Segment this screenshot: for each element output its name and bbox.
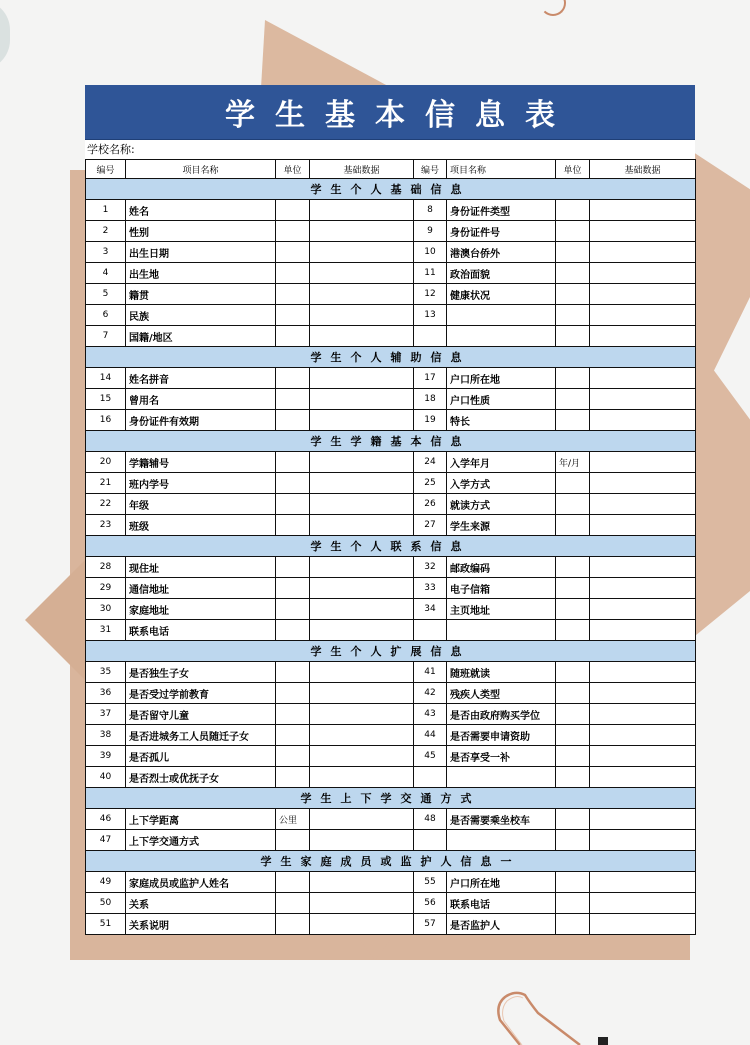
item-number: 48 bbox=[414, 809, 447, 830]
item-number: 40 bbox=[86, 767, 126, 788]
item-name: 是否监护人 bbox=[447, 914, 556, 935]
item-name: 民族 bbox=[126, 305, 276, 326]
item-number: 25 bbox=[414, 473, 447, 494]
item-name: 籍贯 bbox=[126, 284, 276, 305]
item-name: 户口所在地 bbox=[447, 368, 556, 389]
table-row bbox=[86, 221, 696, 242]
unit-cell[interactable] bbox=[276, 725, 310, 746]
table-row bbox=[86, 893, 696, 914]
section-title: 学生上下学交通方式 bbox=[86, 788, 696, 809]
table-row bbox=[86, 515, 696, 536]
table-row bbox=[86, 452, 696, 473]
unit-cell[interactable] bbox=[276, 389, 310, 410]
item-name: 特长 bbox=[447, 410, 556, 431]
item-name: 家庭成员或监护人姓名 bbox=[126, 872, 276, 893]
table-row bbox=[86, 746, 696, 767]
unit-cell[interactable] bbox=[556, 326, 590, 347]
section-header bbox=[86, 536, 696, 557]
base-data-cell[interactable] bbox=[310, 809, 414, 830]
item-name: 入学年月 bbox=[447, 452, 556, 473]
base-data-cell[interactable] bbox=[310, 473, 414, 494]
item-name: 身份证件号 bbox=[447, 221, 556, 242]
item-name: 联系电话 bbox=[126, 620, 276, 641]
item-number bbox=[414, 326, 447, 347]
base-data-cell[interactable] bbox=[310, 242, 414, 263]
base-data-cell[interactable] bbox=[590, 830, 696, 851]
table-row bbox=[86, 410, 696, 431]
base-data-cell[interactable] bbox=[310, 200, 414, 221]
unit-cell[interactable] bbox=[276, 578, 310, 599]
base-data-cell[interactable] bbox=[590, 452, 696, 473]
unit-cell[interactable] bbox=[556, 830, 590, 851]
base-data-cell[interactable] bbox=[590, 704, 696, 725]
base-data-cell[interactable] bbox=[590, 620, 696, 641]
table-row bbox=[86, 704, 696, 725]
item-number: 2 bbox=[86, 221, 126, 242]
base-data-cell[interactable] bbox=[590, 767, 696, 788]
unit-cell[interactable] bbox=[556, 704, 590, 725]
binder-clip-icon bbox=[490, 985, 610, 1045]
section-header bbox=[86, 788, 696, 809]
item-number: 20 bbox=[86, 452, 126, 473]
base-data-cell[interactable] bbox=[310, 494, 414, 515]
table-row bbox=[86, 809, 696, 830]
item-name: 姓名 bbox=[126, 200, 276, 221]
unit-cell[interactable] bbox=[276, 452, 310, 473]
base-data-cell[interactable] bbox=[590, 725, 696, 746]
item-number bbox=[414, 767, 447, 788]
base-data-cell[interactable] bbox=[310, 578, 414, 599]
item-name: 政治面貌 bbox=[447, 263, 556, 284]
table-row bbox=[86, 494, 696, 515]
table-row bbox=[86, 620, 696, 641]
item-number: 42 bbox=[414, 683, 447, 704]
base-data-cell[interactable] bbox=[590, 263, 696, 284]
col-header-no: 编号 bbox=[86, 160, 126, 179]
item-number: 33 bbox=[414, 578, 447, 599]
unit-cell[interactable] bbox=[556, 389, 590, 410]
item-number: 43 bbox=[414, 704, 447, 725]
section-header bbox=[86, 431, 696, 452]
unit-cell[interactable] bbox=[556, 368, 590, 389]
item-name: 随班就读 bbox=[447, 662, 556, 683]
unit-cell[interactable] bbox=[556, 494, 590, 515]
envelope-right-decoration bbox=[690, 150, 750, 640]
col-header-base-data: 基础数据 bbox=[310, 160, 414, 179]
item-name: 电子信箱 bbox=[447, 578, 556, 599]
section-title: 学生个人联系信息 bbox=[86, 536, 696, 557]
unit-cell[interactable] bbox=[556, 767, 590, 788]
item-name bbox=[447, 326, 556, 347]
base-data-cell[interactable] bbox=[310, 620, 414, 641]
table-row bbox=[86, 326, 696, 347]
item-name: 入学方式 bbox=[447, 473, 556, 494]
base-data-cell[interactable] bbox=[310, 284, 414, 305]
item-number: 12 bbox=[414, 284, 447, 305]
base-data-cell[interactable] bbox=[310, 767, 414, 788]
section-header bbox=[86, 179, 696, 200]
unit-cell[interactable]: 公里 bbox=[276, 809, 310, 830]
col-header-unit: 单位 bbox=[276, 160, 310, 179]
item-name: 身份证件有效期 bbox=[126, 410, 276, 431]
item-name: 性别 bbox=[126, 221, 276, 242]
section-header bbox=[86, 347, 696, 368]
item-number: 56 bbox=[414, 893, 447, 914]
unit-cell[interactable] bbox=[556, 683, 590, 704]
title-bar bbox=[85, 85, 695, 140]
base-data-cell[interactable] bbox=[310, 221, 414, 242]
unit-cell[interactable] bbox=[556, 746, 590, 767]
table-row bbox=[86, 830, 696, 851]
table-row bbox=[86, 557, 696, 578]
table-row bbox=[86, 599, 696, 620]
item-number: 15 bbox=[86, 389, 126, 410]
unit-cell[interactable] bbox=[276, 746, 310, 767]
unit-cell[interactable] bbox=[276, 830, 310, 851]
item-name: 身份证件类型 bbox=[447, 200, 556, 221]
table-row bbox=[86, 473, 696, 494]
section-title: 学生学籍基本信息 bbox=[86, 431, 696, 452]
base-data-cell[interactable] bbox=[590, 914, 696, 935]
plant-leaf-decoration bbox=[0, 0, 10, 70]
base-data-cell[interactable] bbox=[590, 221, 696, 242]
base-data-cell[interactable] bbox=[590, 893, 696, 914]
item-number: 22 bbox=[86, 494, 126, 515]
item-number: 57 bbox=[414, 914, 447, 935]
base-data-cell[interactable] bbox=[590, 473, 696, 494]
base-data-cell[interactable] bbox=[310, 872, 414, 893]
item-name: 主页地址 bbox=[447, 599, 556, 620]
item-number: 14 bbox=[86, 368, 126, 389]
unit-cell[interactable] bbox=[556, 557, 590, 578]
base-data-cell[interactable] bbox=[310, 368, 414, 389]
unit-cell[interactable] bbox=[276, 599, 310, 620]
item-name: 港澳台侨外 bbox=[447, 242, 556, 263]
base-data-cell[interactable] bbox=[310, 830, 414, 851]
base-data-cell[interactable] bbox=[310, 326, 414, 347]
unit-cell[interactable] bbox=[276, 242, 310, 263]
item-name: 关系说明 bbox=[126, 914, 276, 935]
unit-cell[interactable] bbox=[276, 200, 310, 221]
item-name: 就读方式 bbox=[447, 494, 556, 515]
base-data-cell[interactable] bbox=[310, 662, 414, 683]
item-name: 户口性质 bbox=[447, 389, 556, 410]
unit-cell[interactable] bbox=[276, 662, 310, 683]
unit-cell[interactable] bbox=[556, 599, 590, 620]
item-name: 健康状况 bbox=[447, 284, 556, 305]
table-row bbox=[86, 305, 696, 326]
unit-cell[interactable] bbox=[276, 914, 310, 935]
base-data-cell[interactable] bbox=[590, 578, 696, 599]
base-data-cell[interactable] bbox=[310, 515, 414, 536]
unit-cell[interactable] bbox=[556, 242, 590, 263]
base-data-cell[interactable] bbox=[590, 872, 696, 893]
base-data-cell[interactable] bbox=[310, 452, 414, 473]
item-number: 18 bbox=[414, 389, 447, 410]
base-data-cell[interactable] bbox=[590, 305, 696, 326]
item-name: 关系 bbox=[126, 893, 276, 914]
item-number: 41 bbox=[414, 662, 447, 683]
unit-cell[interactable] bbox=[556, 620, 590, 641]
unit-cell[interactable] bbox=[276, 305, 310, 326]
unit-cell[interactable] bbox=[276, 515, 310, 536]
item-number: 1 bbox=[86, 200, 126, 221]
section-title: 学生个人辅助信息 bbox=[86, 347, 696, 368]
unit-cell[interactable] bbox=[556, 872, 590, 893]
section-title: 学生家庭成员或监护人信息一 bbox=[86, 851, 696, 872]
item-name: 曾用名 bbox=[126, 389, 276, 410]
base-data-cell[interactable] bbox=[310, 389, 414, 410]
table-row bbox=[86, 200, 696, 221]
item-name: 通信地址 bbox=[126, 578, 276, 599]
table-row bbox=[86, 767, 696, 788]
unit-cell[interactable] bbox=[276, 473, 310, 494]
base-data-cell[interactable] bbox=[590, 662, 696, 683]
item-number: 13 bbox=[414, 305, 447, 326]
item-name bbox=[447, 620, 556, 641]
item-name: 邮政编码 bbox=[447, 557, 556, 578]
unit-cell[interactable] bbox=[556, 725, 590, 746]
unit-cell[interactable] bbox=[556, 305, 590, 326]
base-data-cell[interactable] bbox=[590, 557, 696, 578]
column-header-row bbox=[86, 160, 696, 179]
base-data-cell[interactable] bbox=[310, 914, 414, 935]
base-data-cell[interactable] bbox=[310, 725, 414, 746]
item-name: 是否享受一补 bbox=[447, 746, 556, 767]
item-name: 班内学号 bbox=[126, 473, 276, 494]
item-number: 51 bbox=[86, 914, 126, 935]
base-data-cell[interactable] bbox=[310, 410, 414, 431]
table-body bbox=[86, 179, 696, 935]
item-name: 班级 bbox=[126, 515, 276, 536]
item-number: 3 bbox=[86, 242, 126, 263]
item-number: 34 bbox=[414, 599, 447, 620]
table-row bbox=[86, 284, 696, 305]
school-name-label: 学校名称: bbox=[87, 143, 135, 156]
table-row bbox=[86, 662, 696, 683]
item-name: 出生地 bbox=[126, 263, 276, 284]
item-name bbox=[447, 830, 556, 851]
item-name: 是否孤儿 bbox=[126, 746, 276, 767]
item-number: 45 bbox=[414, 746, 447, 767]
base-data-cell[interactable] bbox=[590, 494, 696, 515]
item-number: 27 bbox=[414, 515, 447, 536]
item-number: 29 bbox=[86, 578, 126, 599]
item-number: 4 bbox=[86, 263, 126, 284]
col-header-base-data: 基础数据 bbox=[590, 160, 696, 179]
item-name: 是否独生子女 bbox=[126, 662, 276, 683]
info-table bbox=[85, 159, 696, 935]
base-data-cell[interactable] bbox=[310, 263, 414, 284]
unit-cell[interactable] bbox=[276, 221, 310, 242]
item-name: 上下学距离 bbox=[126, 809, 276, 830]
item-number: 24 bbox=[414, 452, 447, 473]
sheet-title: 学生基本信息表 bbox=[225, 98, 575, 133]
item-name: 联系电话 bbox=[447, 893, 556, 914]
table-row bbox=[86, 263, 696, 284]
unit-cell[interactable] bbox=[276, 284, 310, 305]
unit-cell[interactable] bbox=[276, 893, 310, 914]
item-number: 38 bbox=[86, 725, 126, 746]
base-data-cell[interactable] bbox=[590, 389, 696, 410]
item-name: 是否需要申请资助 bbox=[447, 725, 556, 746]
envelope-left-decoration bbox=[25, 560, 85, 680]
base-data-cell[interactable] bbox=[590, 200, 696, 221]
table-row bbox=[86, 725, 696, 746]
item-name: 是否由政府购买学位 bbox=[447, 704, 556, 725]
unit-cell[interactable] bbox=[276, 872, 310, 893]
item-number: 17 bbox=[414, 368, 447, 389]
table-row bbox=[86, 242, 696, 263]
unit-cell[interactable] bbox=[556, 284, 590, 305]
item-name: 国籍/地区 bbox=[126, 326, 276, 347]
item-number: 8 bbox=[414, 200, 447, 221]
item-name: 户口所在地 bbox=[447, 872, 556, 893]
unit-cell[interactable]: 年/月 bbox=[556, 452, 590, 473]
base-data-cell[interactable] bbox=[590, 683, 696, 704]
section-title: 学生个人基础信息 bbox=[86, 179, 696, 200]
unit-cell[interactable] bbox=[276, 263, 310, 284]
base-data-cell[interactable] bbox=[310, 746, 414, 767]
base-data-cell[interactable] bbox=[590, 599, 696, 620]
item-name: 上下学交通方式 bbox=[126, 830, 276, 851]
section-header bbox=[86, 851, 696, 872]
col-header-no: 编号 bbox=[414, 160, 447, 179]
item-name bbox=[447, 305, 556, 326]
unit-cell[interactable] bbox=[276, 557, 310, 578]
item-name: 姓名拼音 bbox=[126, 368, 276, 389]
item-number: 9 bbox=[414, 221, 447, 242]
unit-cell[interactable] bbox=[276, 494, 310, 515]
table-row bbox=[86, 683, 696, 704]
item-number: 37 bbox=[86, 704, 126, 725]
item-number: 39 bbox=[86, 746, 126, 767]
base-data-cell[interactable] bbox=[590, 284, 696, 305]
item-name: 年级 bbox=[126, 494, 276, 515]
item-number: 47 bbox=[86, 830, 126, 851]
base-data-cell[interactable] bbox=[590, 410, 696, 431]
unit-cell[interactable] bbox=[276, 368, 310, 389]
item-name: 是否烈士或优抚子女 bbox=[126, 767, 276, 788]
unit-cell[interactable] bbox=[556, 662, 590, 683]
item-number: 55 bbox=[414, 872, 447, 893]
item-number: 19 bbox=[414, 410, 447, 431]
table-row bbox=[86, 389, 696, 410]
item-number: 32 bbox=[414, 557, 447, 578]
col-header-item-name: 项目名称 bbox=[126, 160, 276, 179]
unit-cell[interactable] bbox=[556, 893, 590, 914]
base-data-cell[interactable] bbox=[310, 599, 414, 620]
unit-cell[interactable] bbox=[556, 221, 590, 242]
unit-cell[interactable] bbox=[276, 620, 310, 641]
base-data-cell[interactable] bbox=[590, 515, 696, 536]
item-name: 是否受过学前教育 bbox=[126, 683, 276, 704]
base-data-cell[interactable] bbox=[310, 557, 414, 578]
base-data-cell[interactable] bbox=[310, 683, 414, 704]
item-number: 31 bbox=[86, 620, 126, 641]
item-number: 26 bbox=[414, 494, 447, 515]
section-title: 学生个人扩展信息 bbox=[86, 641, 696, 662]
item-number: 28 bbox=[86, 557, 126, 578]
unit-cell[interactable] bbox=[556, 809, 590, 830]
item-number: 35 bbox=[86, 662, 126, 683]
item-name bbox=[447, 767, 556, 788]
unit-cell[interactable] bbox=[276, 767, 310, 788]
item-number: 23 bbox=[86, 515, 126, 536]
item-name: 家庭地址 bbox=[126, 599, 276, 620]
school-name-row[interactable] bbox=[85, 140, 695, 159]
table-row bbox=[86, 578, 696, 599]
paper-clip-icon bbox=[540, 0, 566, 16]
item-number bbox=[414, 830, 447, 851]
unit-cell[interactable] bbox=[276, 326, 310, 347]
unit-cell[interactable] bbox=[556, 200, 590, 221]
item-number: 30 bbox=[86, 599, 126, 620]
base-data-cell[interactable] bbox=[590, 809, 696, 830]
base-data-cell[interactable] bbox=[590, 242, 696, 263]
item-number: 16 bbox=[86, 410, 126, 431]
unit-cell[interactable] bbox=[556, 410, 590, 431]
unit-cell[interactable] bbox=[556, 473, 590, 494]
item-name: 学籍辅号 bbox=[126, 452, 276, 473]
item-name: 出生日期 bbox=[126, 242, 276, 263]
item-number bbox=[414, 620, 447, 641]
unit-cell[interactable] bbox=[556, 263, 590, 284]
item-number: 49 bbox=[86, 872, 126, 893]
item-number: 44 bbox=[414, 725, 447, 746]
item-name: 残疾人类型 bbox=[447, 683, 556, 704]
unit-cell[interactable] bbox=[276, 683, 310, 704]
base-data-cell[interactable] bbox=[590, 746, 696, 767]
base-data-cell[interactable] bbox=[310, 305, 414, 326]
item-number: 50 bbox=[86, 893, 126, 914]
item-name: 学生来源 bbox=[447, 515, 556, 536]
table-row bbox=[86, 914, 696, 935]
base-data-cell[interactable] bbox=[310, 704, 414, 725]
base-data-cell[interactable] bbox=[310, 893, 414, 914]
base-data-cell[interactable] bbox=[590, 368, 696, 389]
item-name: 是否需要乘坐校车 bbox=[447, 809, 556, 830]
item-name: 是否留守儿童 bbox=[126, 704, 276, 725]
col-header-item-name: 项目名称 bbox=[447, 160, 556, 179]
unit-cell[interactable] bbox=[556, 515, 590, 536]
unit-cell[interactable] bbox=[276, 704, 310, 725]
item-number: 10 bbox=[414, 242, 447, 263]
unit-cell[interactable] bbox=[556, 578, 590, 599]
col-header-unit: 单位 bbox=[556, 160, 590, 179]
unit-cell[interactable] bbox=[556, 914, 590, 935]
base-data-cell[interactable] bbox=[590, 326, 696, 347]
item-number: 6 bbox=[86, 305, 126, 326]
item-number: 21 bbox=[86, 473, 126, 494]
unit-cell[interactable] bbox=[276, 410, 310, 431]
item-name: 现住址 bbox=[126, 557, 276, 578]
item-number: 36 bbox=[86, 683, 126, 704]
section-header bbox=[86, 641, 696, 662]
table-row bbox=[86, 368, 696, 389]
table-row bbox=[86, 872, 696, 893]
item-number: 5 bbox=[86, 284, 126, 305]
item-name: 是否进城务工人员随迁子女 bbox=[126, 725, 276, 746]
item-number: 46 bbox=[86, 809, 126, 830]
student-info-sheet bbox=[85, 85, 695, 935]
item-number: 11 bbox=[414, 263, 447, 284]
item-number: 7 bbox=[86, 326, 126, 347]
